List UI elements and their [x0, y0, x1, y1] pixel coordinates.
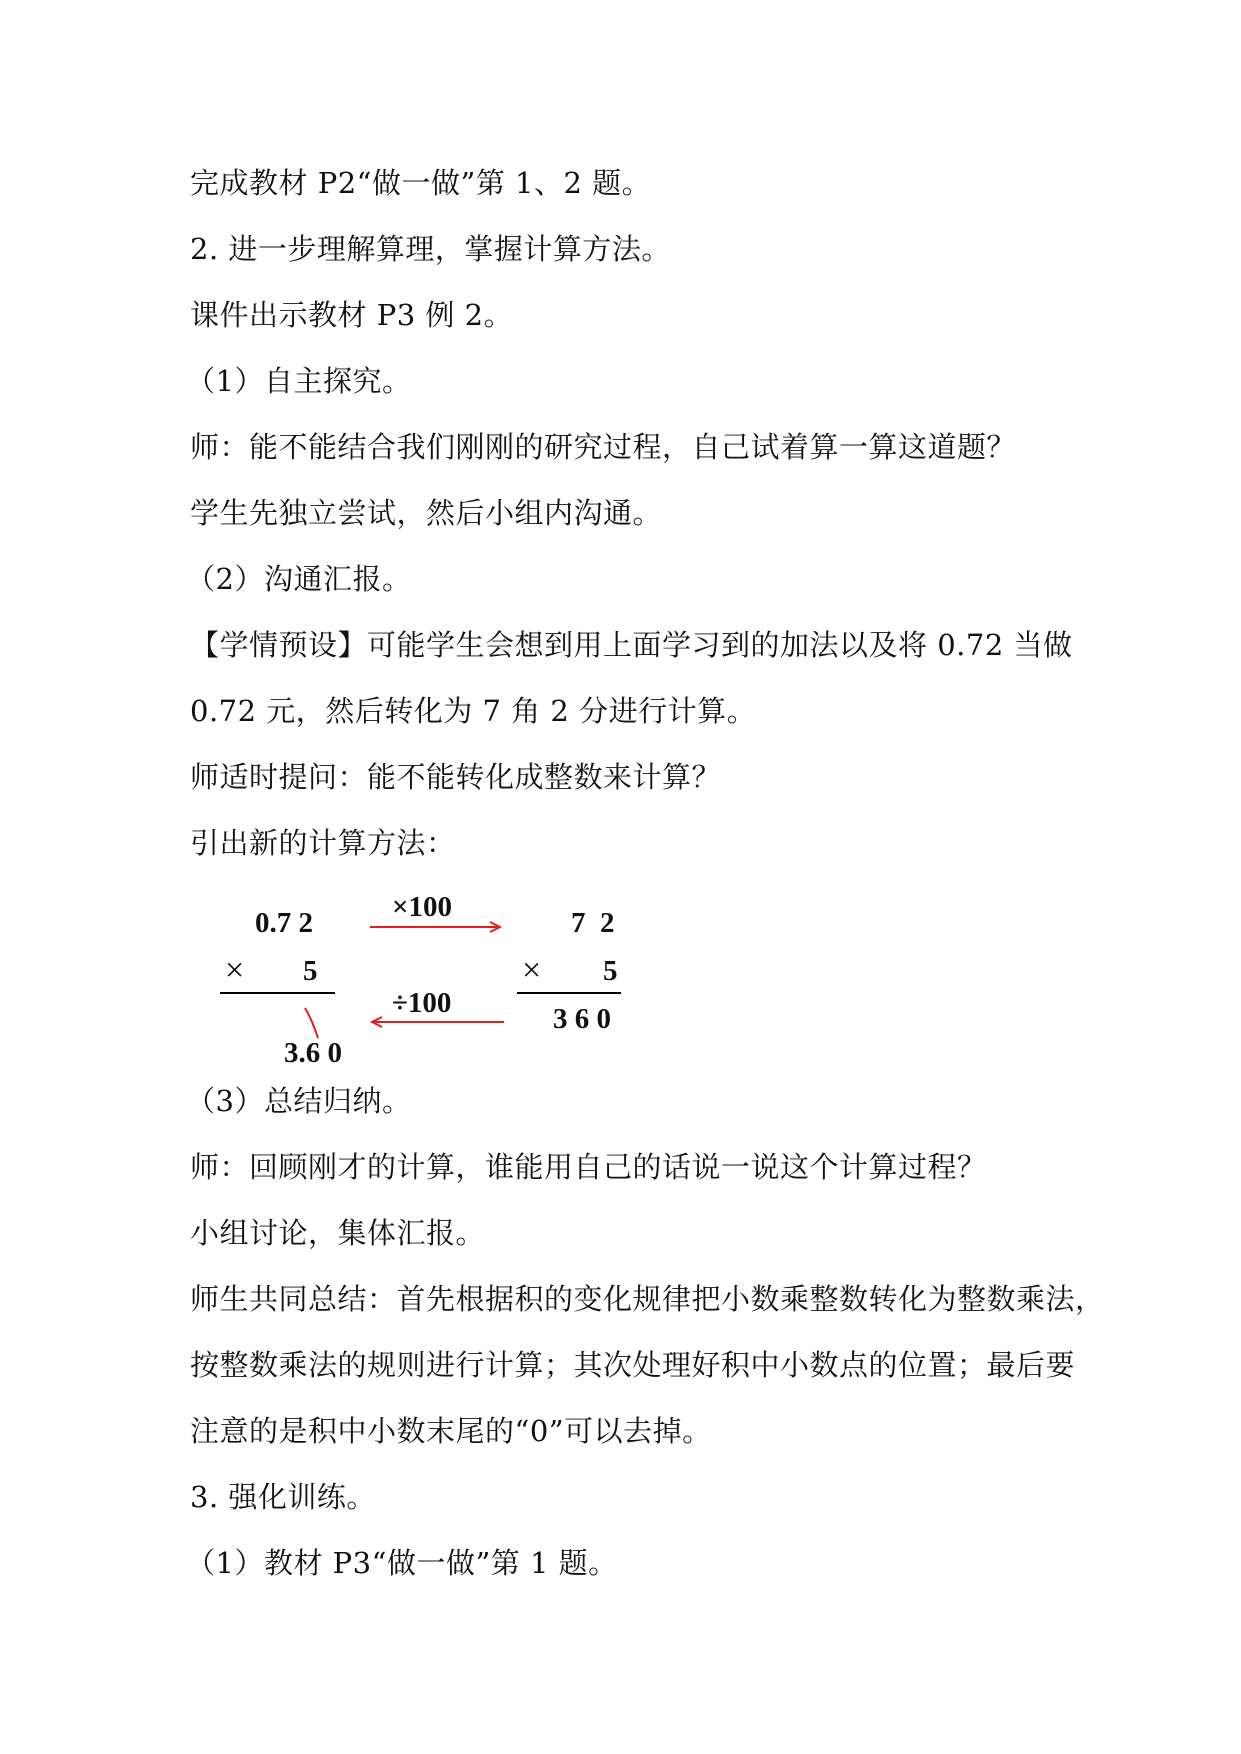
cancel-zero-mark — [302, 1004, 322, 1040]
text-line-6: 学生先独立尝试，然后小组内沟通。 — [190, 496, 663, 530]
bottom-arrow-label: ÷100 — [392, 987, 452, 1019]
step-3-heading: 3. 强化训练。 — [190, 1480, 376, 1514]
step-2-heading: 2. 进一步理解算理，掌握计算方法。 — [190, 232, 671, 266]
right-multiplier: 5 — [603, 955, 618, 987]
exercise-1: （1）教材 P3“做一做”第 1 题。 — [186, 1546, 618, 1580]
preset-line-2: 0.72 元，然后转化为 7 角 2 分进行计算。 — [190, 694, 757, 728]
right-result-line — [517, 992, 621, 994]
sub-heading-3: （3）总结归纳。 — [186, 1084, 412, 1118]
teacher-question-2: 师适时提问：能不能转化成整数来计算？ — [190, 760, 722, 794]
teacher-question-1: 师：能不能结合我们刚刚的研究过程，自己试着算一算这道题？ — [190, 430, 1017, 464]
summary-line-3: 注意的是积中小数末尾的“0”可以去掉。 — [190, 1414, 712, 1448]
sub-heading-1: （1）自主探究。 — [186, 364, 412, 398]
summary-line-2: 按整数乘法的规则进行计算；其次处理好积中小数点的位置；最后要 — [190, 1348, 1076, 1382]
text-line-14: 小组讨论，集体汇报。 — [190, 1216, 486, 1250]
right-product: 3 6 0 — [553, 1003, 611, 1035]
preset-line-1: 【学情预设】可能学生会想到用上面学习到的加法以及将 0.72 当做 — [190, 628, 1073, 662]
sub-heading-2: （2）沟通汇报。 — [186, 562, 412, 596]
teacher-question-3: 师：回顾刚才的计算，谁能用自己的话说一说这个计算过程？ — [190, 1150, 987, 1184]
left-result-line — [220, 992, 335, 994]
text-line-11: 引出新的计算方法： — [190, 826, 456, 860]
right-times-sign: × — [522, 952, 542, 989]
left-product-main: 3.6 — [284, 1037, 328, 1069]
left-product-zero: 0 — [327, 1037, 342, 1069]
left-times-sign: × — [225, 952, 245, 989]
summary-line-1: 师生共同总结：首先根据积的变化规律把小数乘整数转化为整数乘法， — [190, 1282, 1105, 1316]
left-multiplicand: 0.7 2 — [255, 907, 313, 939]
top-arrow-label: ×100 — [392, 891, 453, 923]
text-line-3: 课件出示教材 P3 例 2。 — [190, 298, 514, 332]
right-multiplicand: 7 2 — [571, 907, 615, 939]
left-multiplier: 5 — [303, 955, 318, 987]
text-line-1: 完成教材 P2“做一做”第 1、2 题。 — [190, 166, 652, 200]
left-arrow-icon — [366, 1015, 506, 1029]
right-arrow-icon — [370, 920, 505, 934]
